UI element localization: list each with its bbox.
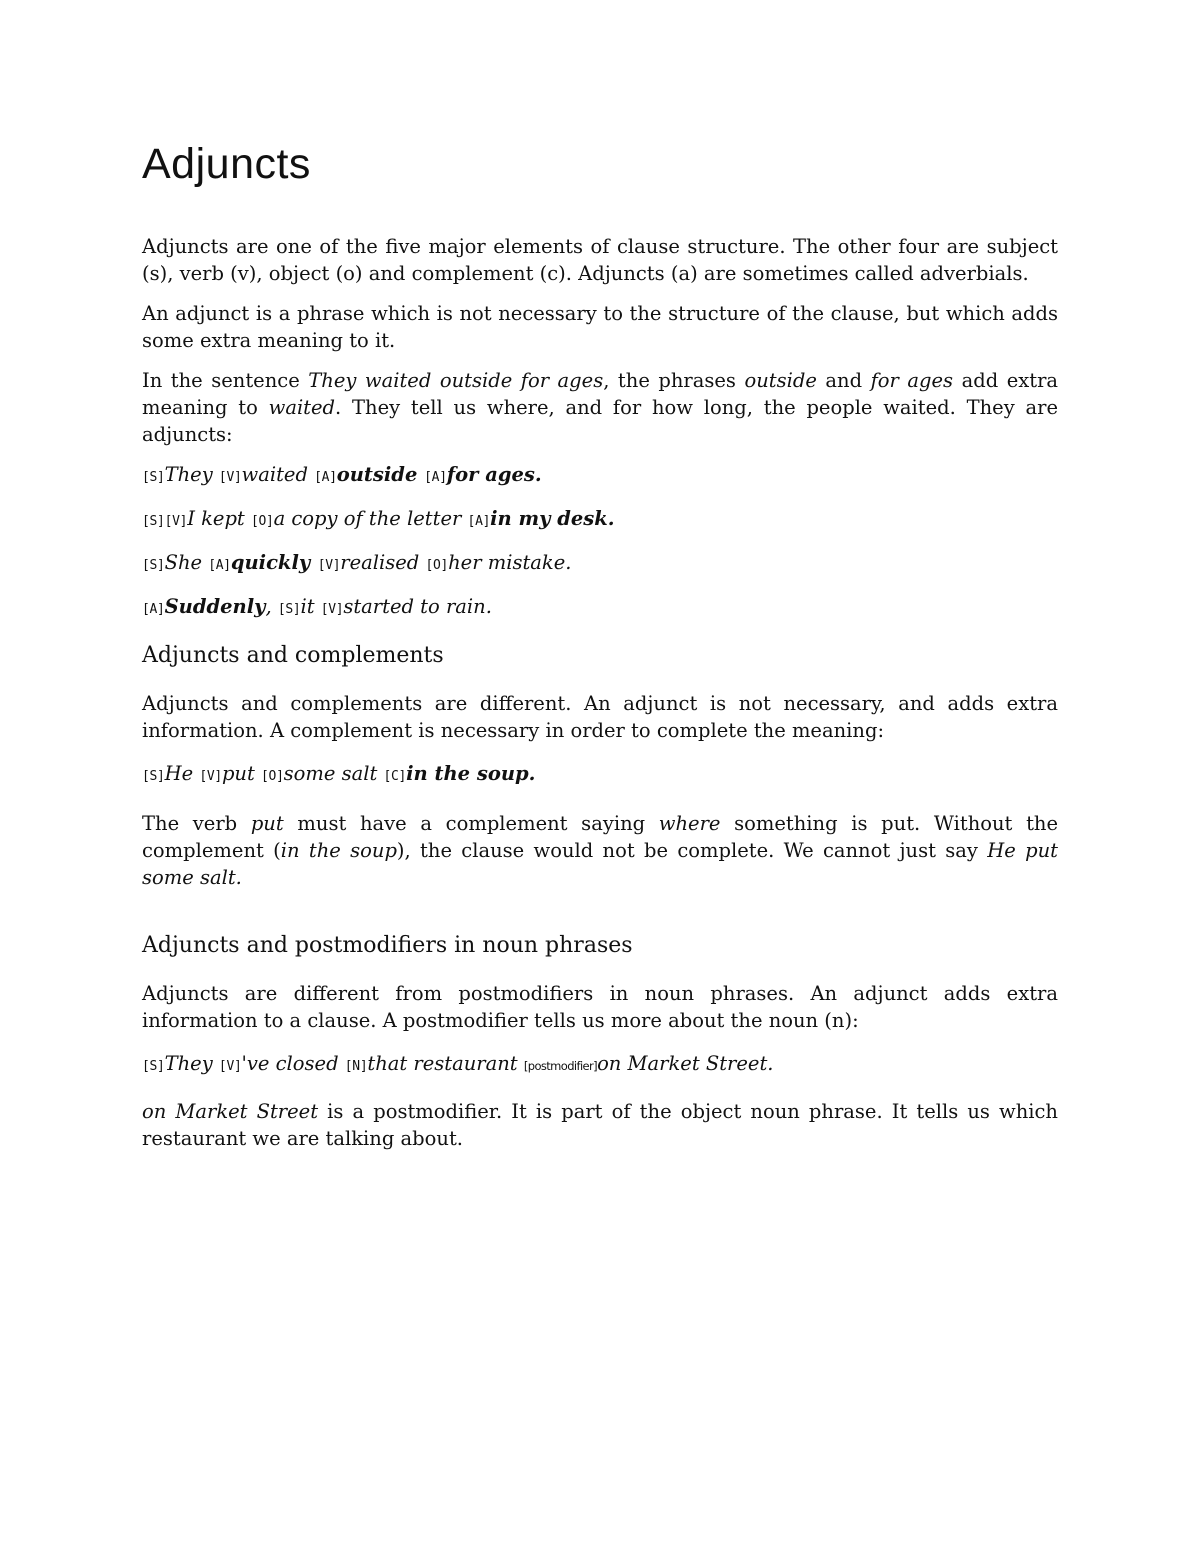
example-phrase-inline: on Market Street — [142, 1100, 319, 1123]
subject-text: She — [164, 551, 209, 574]
adjunct-tag: [A] — [208, 558, 231, 573]
verb-text: 've closed — [241, 1052, 345, 1075]
complement-text: in the soup. — [406, 762, 536, 785]
postmodifier-tag: [postmodifier] — [523, 1059, 598, 1073]
postmodifier-example-line — [142, 1050, 1058, 1080]
text-segment: In the sentence — [142, 369, 309, 392]
example-word-inline: where — [658, 812, 721, 835]
noun-tag: [N] — [344, 1059, 368, 1074]
subject-tag: [S] — [142, 769, 165, 784]
postmodifiers-paragraph-1: Adjuncts are different from postmodifiers in noun phrases. An adjunct adds extra information to a clause. A postmodifier tells us more about the noun (n): — [142, 982, 1058, 1032]
verb-tag: [V] — [199, 769, 222, 784]
subject-tag: [S] — [277, 602, 301, 617]
subject-text: They — [164, 463, 219, 486]
verb-tag: [V] — [218, 1059, 242, 1074]
complement-tag: [C] — [383, 769, 407, 784]
subject-text: They — [164, 1052, 219, 1075]
verb-text: started to rain. — [343, 595, 492, 618]
text-segment: add extra meaning to — [142, 369, 1059, 419]
complement-example-line — [142, 760, 1058, 790]
text-segment: is a postmodifier. It is part of the object noun phrase. It tells us which restaurant we are talking about. — [142, 1100, 1058, 1150]
object-tag: [O] — [261, 769, 284, 784]
document-page — [142, 140, 1058, 1165]
verb-tag: [V] — [164, 514, 188, 529]
subject-tag: [S] — [142, 514, 165, 529]
text-segment: . They tell us where, and for how long, the people waited. They are adjuncts: — [142, 396, 1059, 446]
adjunct-text: outside — [336, 463, 425, 486]
text-segment: , the phrases — [603, 369, 745, 392]
adjunct-tag: [A] — [424, 470, 447, 485]
subject-text: He — [164, 762, 200, 785]
subject-tag: [S] — [142, 470, 165, 485]
intro-paragraph-1: Adjuncts are one of the five major elements of clause structure. The other four are subject (s), verb (v), object (o) and complement (c). Adjuncts (a) are sometimes called adverbials. — [142, 235, 1058, 285]
verb-tag: [V] — [310, 558, 341, 573]
object-text: a copy of the letter — [273, 507, 468, 530]
example-sentence-inline: They waited outside for ages — [308, 369, 604, 392]
verb-text: put — [221, 762, 262, 785]
text-segment: ), the clause would not be complete. We cannot just say — [396, 839, 988, 862]
example-word-inline: for ages — [870, 369, 954, 392]
noun-text: that restaurant — [367, 1052, 524, 1075]
adjunct-tag: [A] — [467, 514, 491, 529]
adjunct-text: for ages. — [446, 463, 542, 486]
section-heading-postmodifiers: Adjuncts and postmodifiers in noun phrases — [142, 933, 633, 958]
example-line-1 — [142, 461, 1058, 491]
object-tag: [O] — [250, 514, 274, 529]
adjunct-text: quickly — [230, 551, 311, 574]
complements-paragraph-2 — [142, 810, 1058, 891]
object-text: some salt — [283, 762, 384, 785]
adjunct-text: Suddenly — [164, 595, 266, 618]
example-line-3 — [142, 549, 1058, 579]
subject-tag: [S] — [142, 1059, 165, 1074]
subject-tag: [S] — [142, 558, 165, 573]
text-segment: must have a complement saying — [283, 812, 659, 835]
complements-paragraph-1: Adjuncts and complements are different. An adjunct is not necessary, and adds extra information. A complement is necessary in order to complete the meaning: — [142, 692, 1058, 742]
postmodifiers-paragraph-2 — [142, 1098, 1058, 1152]
example-word-inline: in the soup — [280, 839, 397, 862]
adjunct-tag: [A] — [314, 470, 337, 485]
adjunct-text: in my desk. — [490, 507, 615, 530]
verb-tag: [V] — [320, 602, 344, 617]
separator-text: , — [265, 595, 278, 618]
verb-tag: [V] — [218, 470, 242, 485]
example-word-inline: waited — [268, 396, 336, 419]
verb-text: realised — [340, 551, 426, 574]
example-sentence-inline: He put some salt. — [142, 839, 1058, 889]
example-word-inline: outside — [744, 369, 817, 392]
example-word-inline: put — [250, 812, 284, 835]
text-segment: and — [816, 369, 871, 392]
object-tag: [O] — [425, 558, 449, 573]
text-segment: something is put. Without the complement ( — [142, 812, 1058, 862]
example-line-2 — [142, 505, 1058, 535]
verb-text: waited — [241, 463, 315, 486]
intro-paragraph-2: An adjunct is a phrase which is not necessary to the structure of the clause, but which adds some extra meaning to it. — [142, 302, 1058, 352]
section-heading-complements: Adjuncts and complements — [142, 643, 444, 668]
example-line-4 — [142, 593, 1058, 623]
text-segment: The verb — [142, 812, 251, 835]
object-text: her mistake. — [448, 551, 572, 574]
page-title: Adjuncts — [142, 140, 311, 188]
subject-text: it — [300, 595, 321, 618]
intro-paragraph-3 — [142, 367, 1058, 448]
clause-text: I kept — [187, 507, 251, 530]
postmodifier-text: on Market Street. — [597, 1052, 774, 1075]
adjunct-tag: [A] — [142, 602, 165, 617]
